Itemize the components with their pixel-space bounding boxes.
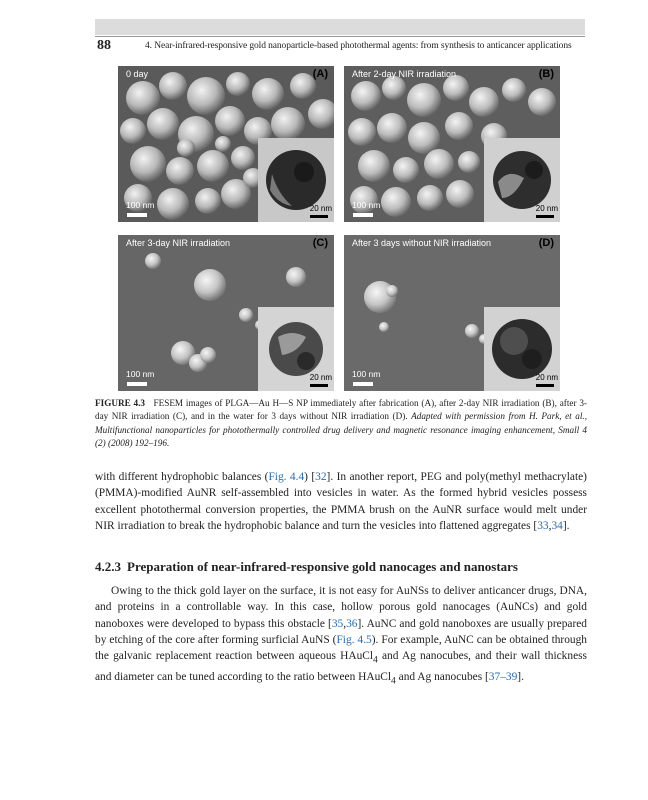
panel-letter: (D) (538, 237, 554, 249)
figure-link[interactable]: Fig. 4.4 (268, 471, 305, 483)
panel-a (118, 66, 334, 222)
citation-link[interactable]: 33 (537, 519, 549, 532)
panel-b (344, 66, 560, 222)
scale-bar (127, 213, 147, 217)
text-run: ). For example, AuNC can be obtained through the galvanic replacement reaction between aqueous HAuCl (95, 633, 587, 663)
panel-caption: After 3 days without NIR irradiation (352, 238, 492, 248)
inset-scale-label: 20 nm (309, 204, 332, 213)
running-head: 4. Near-infrared-responsive gold nanoparticle-based photothermal agents: from synthesis to anticancer applications (145, 41, 572, 51)
panel-d (344, 235, 560, 391)
header-bar (95, 19, 585, 35)
scale-bar (127, 382, 147, 386)
citation-link[interactable]: 34 (551, 519, 563, 532)
text-run: Owing to the thick gold layer on the surface, it is not easy for AuNSs to deliver anticancer drugs, DNA, and proteins in a controllable way. In this case, hollow porous gold nanocages (AuNCs) and gold nanoboxes were developed to bypass this obstacle [ (95, 585, 587, 630)
page-number: 88 (97, 38, 111, 53)
tem-inset-c (258, 307, 334, 391)
figure-credit: Adapted with permission from H. Park, et al., Multifunctional nanoparticles for photothermally controlled drug delivery and magnetic resonance imaging enhancement, Small 4 (2) (2008) 192–196. (95, 411, 587, 449)
citation-link[interactable]: 37–39 (488, 670, 518, 683)
figure-link[interactable]: Fig. 4.5 (336, 633, 372, 646)
body-paragraph (95, 469, 587, 534)
citation-link[interactable]: 36 (346, 617, 358, 630)
section-number: 4.2.3 (95, 559, 121, 574)
panel-caption: After 3-day NIR irradiation (126, 238, 231, 248)
text-run: ) [ (304, 471, 316, 483)
figure-label: FIGURE 4.3 (95, 398, 146, 408)
text-run: , (548, 519, 552, 532)
inset-scale-bar (310, 384, 328, 387)
text-run: ]. In another report, PEG and poly(methyl methacrylate) (PMMA)-modified AuNR self-assembled into vesicles in water. As the formed hybrid vesicles possess excellent photothermal conversion properties, the PMMA brush on the AuNR surface would melt under NIR irradiation to break the hydrophobic balance and turn the vesicles into flattened aggregates [ (95, 471, 587, 532)
panel-caption: 0 day (126, 69, 149, 79)
scale-label: 100 nm (352, 200, 381, 210)
citation-link[interactable]: 32 (315, 471, 327, 483)
section-title: Preparation of near-infrared-responsive gold nanocages and nanostars (127, 559, 518, 574)
tem-inset-b (484, 138, 560, 222)
scale-label: 100 nm (126, 369, 155, 379)
section-heading (95, 559, 518, 575)
header-rule (95, 36, 585, 37)
panel-letter: (C) (312, 237, 328, 249)
inset-scale-bar (310, 215, 328, 218)
inset-scale-label: 20 nm (535, 373, 558, 382)
text-run: ]. (517, 670, 524, 683)
scale-bar (353, 382, 373, 386)
inset-scale-label: 20 nm (309, 373, 332, 382)
text-run: and Ag nanocubes, and their wall thickness and diameter can be tuned according to the ratio between HAuCl (95, 650, 587, 683)
text-run: ]. AuNC and gold nanoboxes are usually prepared by etching of the core after forming surficial AuNS ( (95, 617, 587, 646)
text-run: with different hydrophobic balances ( (95, 471, 269, 483)
inset-scale-bar (536, 215, 554, 218)
text-run: ]. (562, 519, 570, 532)
citation-link[interactable]: 35 (331, 617, 344, 630)
subscript: 4 (391, 676, 396, 687)
scale-label: 100 nm (352, 369, 381, 379)
tem-inset-d (484, 307, 560, 391)
text-run: , (343, 617, 347, 630)
body-paragraph (95, 583, 587, 689)
panel-letter: (A) (312, 68, 328, 80)
panel-letter: (B) (538, 68, 554, 80)
figure-caption-text: FESEM images of PLGA—Au H—S NP immediately after fabrication (A), after 2-day NIR irradiation (B), after 3-day NIR irradiation (C), and in the water for 3 days without NIR irradiation (D). (95, 398, 587, 422)
subscript: 4 (373, 655, 378, 666)
inset-scale-bar (536, 384, 554, 387)
panel-c (118, 235, 334, 391)
scale-bar (353, 213, 373, 217)
tem-inset-a (258, 138, 334, 222)
figure-caption (95, 397, 587, 451)
inset-scale-label: 20 nm (535, 204, 558, 213)
scale-label: 100 nm (126, 200, 155, 210)
figure (118, 66, 560, 391)
panel-caption: After 2-day NIR irradiation (352, 69, 457, 79)
text-run: and Ag nanocubes [ (395, 670, 489, 683)
